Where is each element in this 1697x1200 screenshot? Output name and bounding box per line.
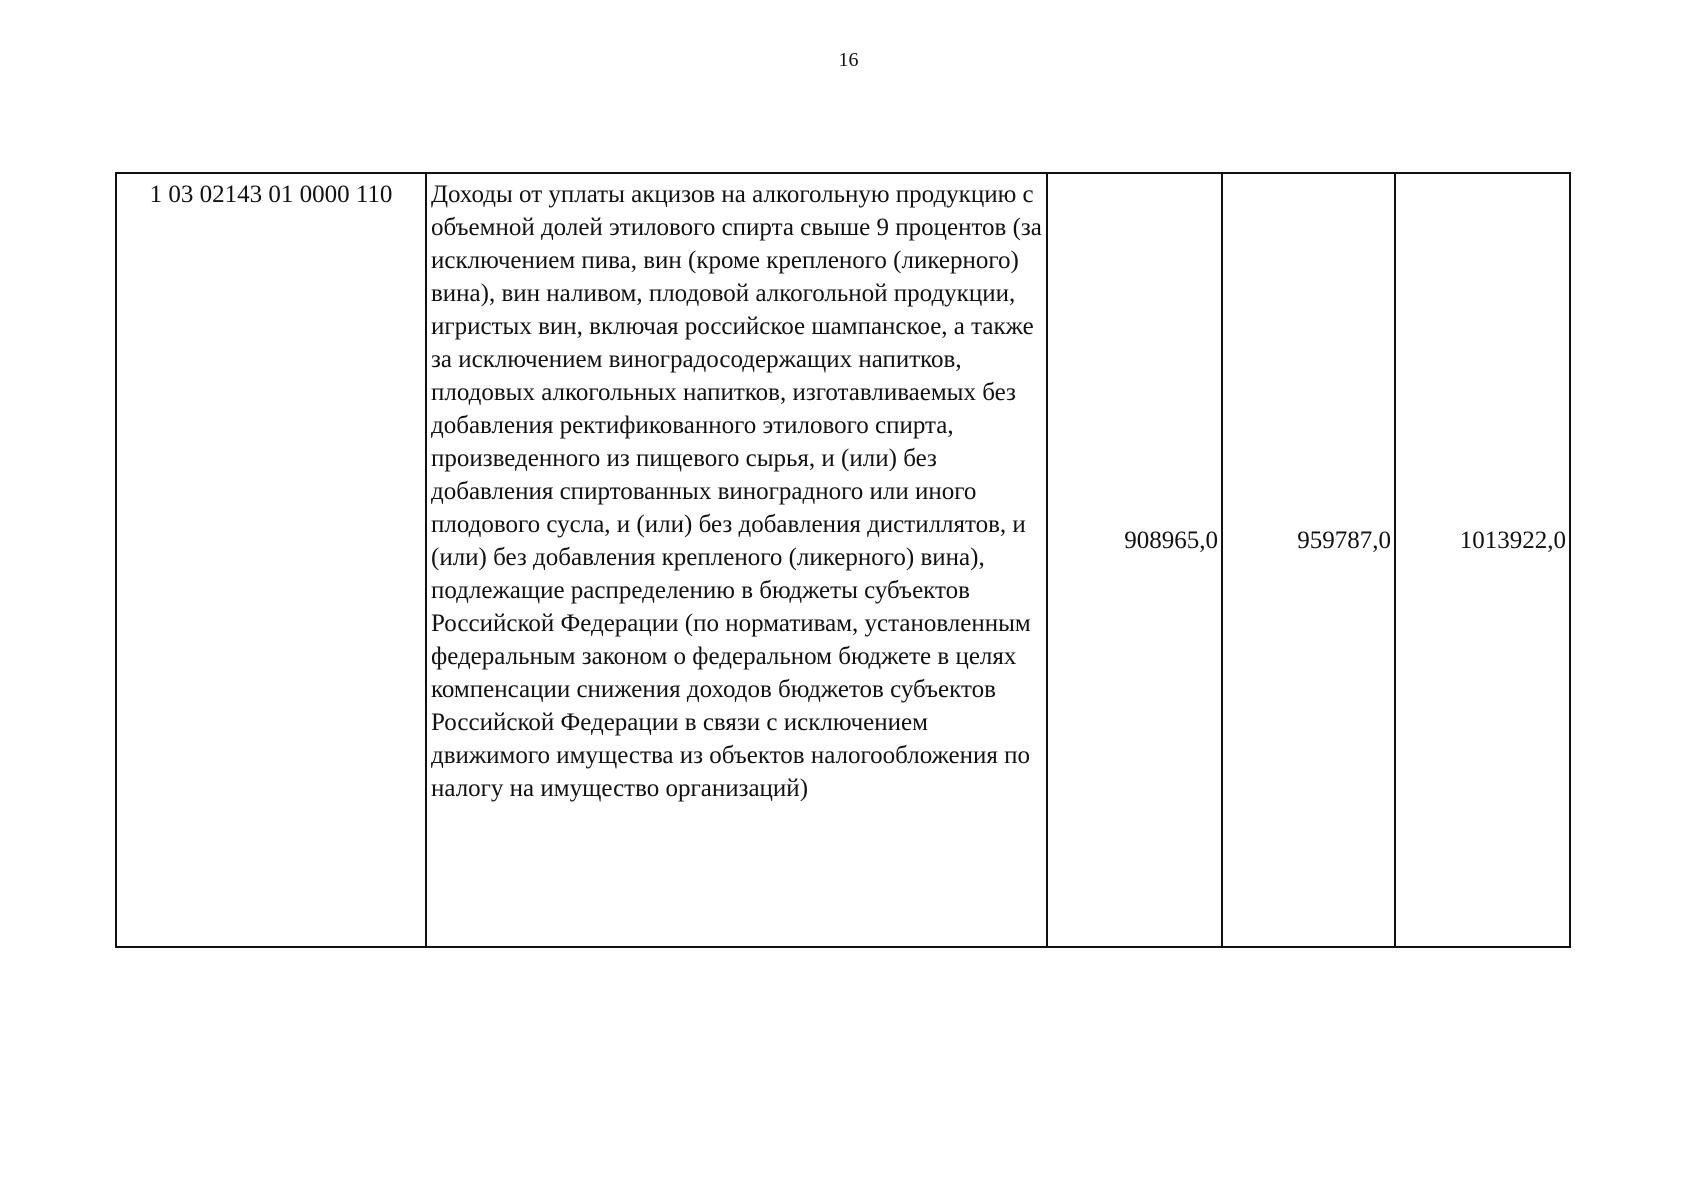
income-description: Доходы от уплаты акцизов на алкогольную продукцию с объемной долей этилового спирта свыше 9 процентов (за исключением пива, вин (кроме крепленого (ликерного) вина), вин наливом, плодовой алкогольной продукции, игристых вин, включая российское шампанское, а также за исключением виноградосодержащих напитков, плодовых алкогольных напитков, изготавливаемых без добавления ректификованного этилового спирта, произведенного из пищевого сырья, и (или) без добавления спиртованных виноградного или иного плодового сусла, и (или) без добавления дистиллятов, и (или) без добавления крепленого (ликерного) вина), подлежащие распределению в бюджеты субъектов Российской Федерации (по нормативам, установленным федеральным законом о федеральном бюджете в целях компенсации снижения доходов бюджетов субъектов Российской Федерации в связи с исключением движимого имущества из объектов налогообложения по налогу на имущество организаций) (426, 173, 1047, 947)
budget-table (115, 172, 1571, 948)
page-number: 16 (838, 49, 859, 71)
value-year-2: 959787,0 (1222, 173, 1395, 947)
budget-classification-code: 1 03 02143 01 0000 110 (116, 173, 426, 947)
value-year-1: 908965,0 (1047, 173, 1222, 947)
value-year-3: 1013922,0 (1395, 173, 1570, 947)
table-row (116, 173, 1570, 947)
